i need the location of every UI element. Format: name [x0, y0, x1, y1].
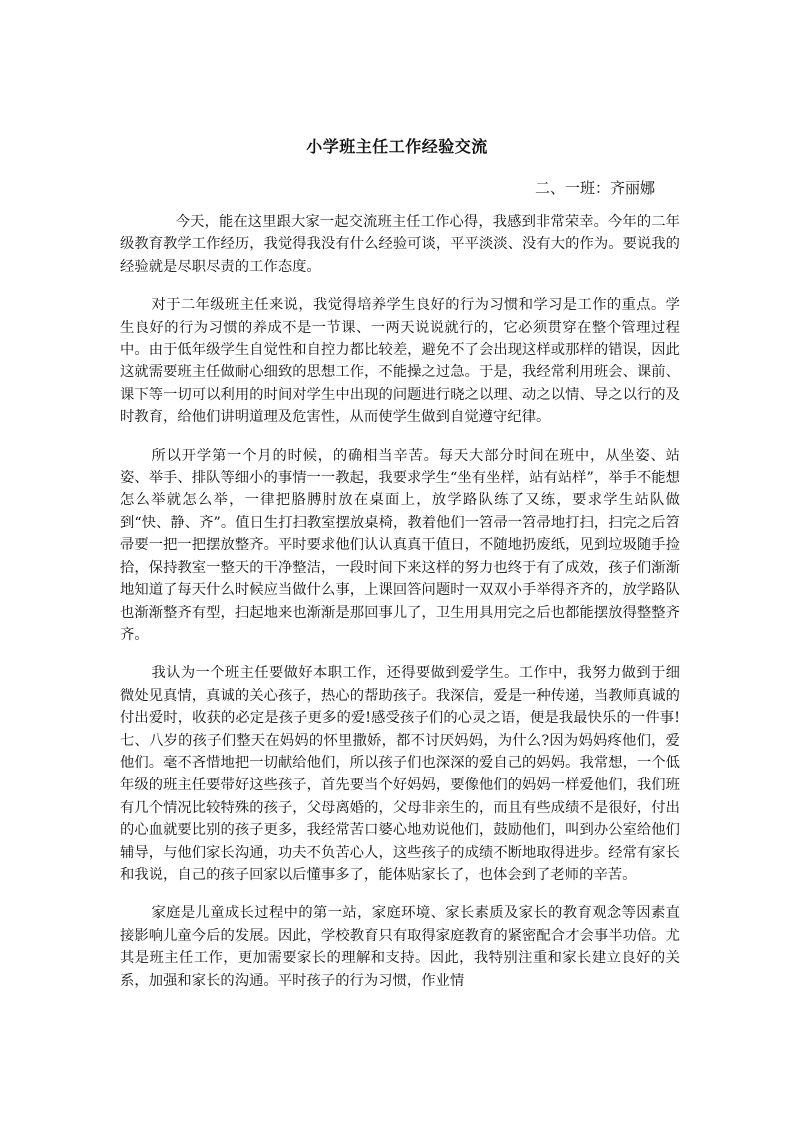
author-line: 二、一班：齐丽娜	[535, 179, 656, 197]
paragraph-4: 我认为一个班主任要做好本职工作，还得要做到爱学生。工作中，我努力做到于细微处见真情，真诚的关心孩子，热心的帮助孩子。我深信，爱是一种传递，当教师真诚的付出爱时，收获的必定是孩子更多的爱!感受孩子们的心灵之语，便是我最快乐的一件事!七、八岁的孩子们整天在妈妈的怀里撒娇，都不讨厌妈妈，为什么?因为妈妈疼他们，爱他们。毫不吝惜地把一切献给他们，所以孩子们也深深的爱自己的妈妈。我常想，一个低年级的班主任要带好这些孩子，首先要当个好妈妈，要像他们的妈妈一样爱他们，我们班有几个情况比较特殊的孩子，父母离婚的，父母非亲生的，而且有些成绩不是很好，付出的心血就要比别的孩子更多，我经常苦口婆心地劝说他们，鼓励他们，叫到办公室给他们辅导，与他们家长沟通，功夫不负苦心人，这些孩子的成绩不断地取得进步。经常有家长和我说，自己的孩子回家以后懂事多了，能体贴家长了，也体会到了老师的辛苦。	[120, 665, 680, 883]
paragraph-5: 家庭是儿童成长过程中的第一站，家庭环境、家长素质及家长的教育观念等因素直接影响儿童今后的发展。因此，学校教育只有取得家庭教育的紧密配合才会事半功倍。尤其是班主任工作，更加需要家长的理解和支持。因此，我特别注重和家长建立良好的关系，加强和家长的沟通。平时孩子的行为习惯，作业情	[120, 905, 680, 989]
document-body	[120, 211, 680, 1008]
paragraph-3: 所以开学第一个月的时候，的确相当辛苦。每天大部分时间在班中，从坐姿、站姿、举手、排队等细小的事情一一教起，我要求学生“坐有坐样，站有站样”，举手不能想怎么举就怎么举，一律把胳膊肘放在桌面上，放学路队练了又练，要求学生站队做到“快、静、齐”。值日生打扫教室摆放桌椅，教着他们一笤帚一笤帚地打扫，扫完之后笤帚要一把一把摆放整齐。平时要求他们认认真真干值日，不随地扔废纸，见到垃圾随手捡拾，保持教室一整天的干净整洁，一段时间下来这样的努力也终于有了成效，孩子们渐渐地知道了每天什么时候应当做什么事，上课回答问题时一双双小手举得齐齐的，放学路队也渐渐整齐有型，扫起地来也渐渐是那回事儿了，卫生用具用完之后也都能摆放得整整齐齐。	[120, 447, 680, 643]
paragraph-1: 今天，能在这里跟大家一起交流班主任工作心得，我感到非常荣幸。今年的二年级教育教学工作经历，我觉得我没有什么经验可谈，平平淡淡、没有大的作为。要说我的经验就是尽职尽责的工作态度。	[120, 214, 680, 275]
document-title: 小学班主任工作经验交流	[306, 137, 488, 156]
paragraph-2: 对于二年级班主任来说，我觉得培养学生良好的行为习惯和学习是工作的重点。学生良好的行为习惯的养成不是一节课、一两天说说就行的，它必须贯穿在整个管理过程中。由于低年级学生自觉性和自控力都比较差，避免不了会出现这样或那样的错误，因此这就需要班主任做耐心细致的思想工作，不能操之过急。于是，我经常利用班会、课前、课下等一切可以利用的时间对学生中出现的问题进行晓之以理、动之以情、导之以行的及时教育，给他们讲明道理及危害性，从而使学生做到自觉遵守纪律。	[120, 297, 680, 426]
